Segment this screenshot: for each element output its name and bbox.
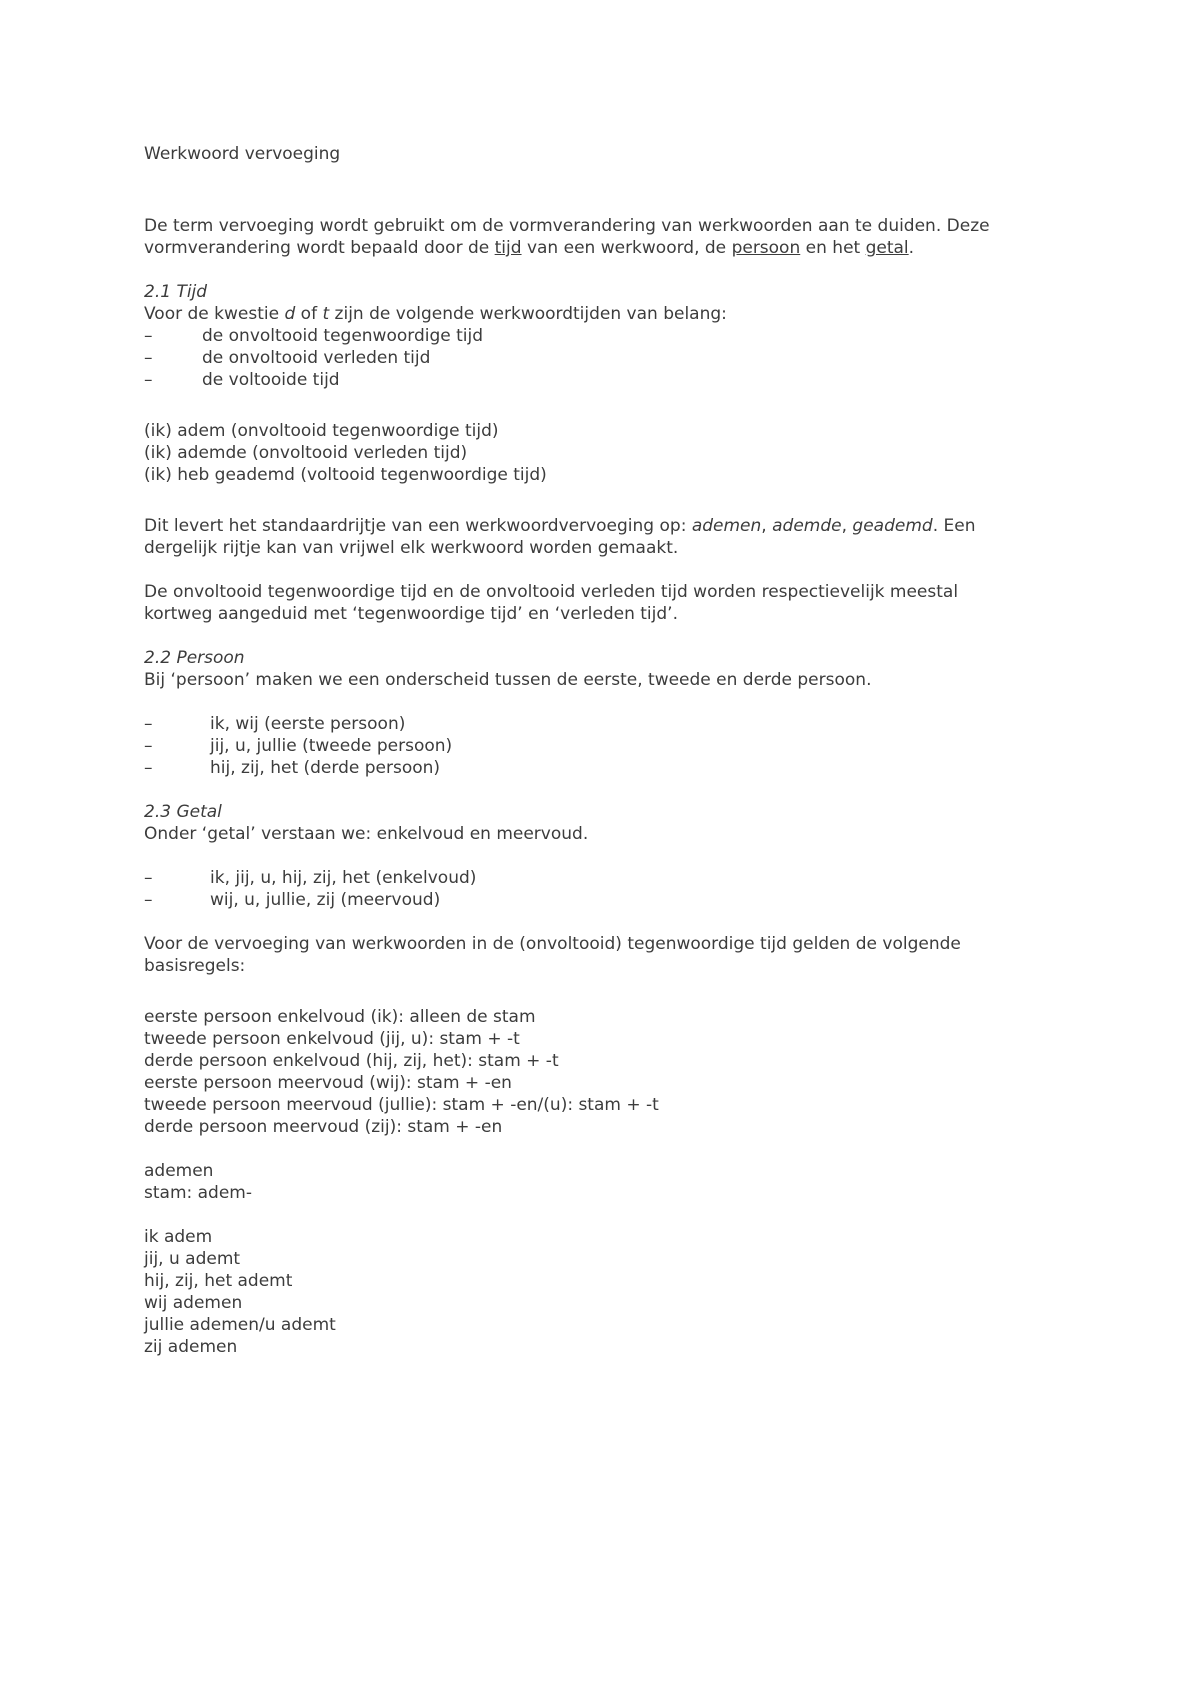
bullet-dash: – [144, 714, 153, 734]
conjugation-line: jullie ademen/u ademt [144, 1315, 336, 1335]
rule-line: derde persoon meervoud (zij): stam + -en [144, 1117, 503, 1137]
bullet-dash: – [144, 758, 153, 778]
list-item-text: ik, wij (eerste persoon) [210, 714, 406, 734]
conjugation-line: wij ademen [144, 1293, 243, 1313]
bullet-dash: – [144, 326, 153, 346]
example-stem: stam: adem- [144, 1183, 252, 1203]
conjugation-line: zij ademen [144, 1337, 238, 1357]
intro-text: van een werkwoord, de [521, 238, 732, 258]
term-persoon: persoon [731, 238, 801, 258]
intro-text: en het [800, 238, 866, 258]
example-line: (ik) ademde (onvoltooid verleden tijd) [144, 443, 468, 463]
intro-line-1: De term vervoeging wordt gebruikt om de vormverandering van werkwoorden aan te duiden. Deze [144, 216, 990, 236]
paragraph-line [144, 515, 975, 537]
paragraph-text: . Een [932, 516, 976, 536]
section-heading-getal: 2.3 Getal [144, 802, 222, 822]
rule-line: derde persoon enkelvoud (hij, zij, het): stam + -t [144, 1051, 559, 1071]
example-verb: ademen [144, 1161, 214, 1181]
intro-text: vormverandering wordt bepaald door de [144, 238, 495, 258]
list-item-text: hij, zij, het (derde persoon) [210, 758, 441, 778]
tijd-text: of [295, 304, 323, 324]
paragraph-text: , [841, 516, 853, 536]
rule-line: eerste persoon meervoud (wij): stam + -en [144, 1073, 512, 1093]
intro-text: . [908, 238, 915, 258]
getal-intro: Onder ‘getal’ verstaan we: enkelvoud en meervoud. [144, 824, 589, 844]
letter-t: t [322, 304, 330, 324]
paragraph-line: De onvoltooid tegenwoordige tijd en de onvoltooid verleden tijd worden respectievelijk meestal [144, 582, 959, 602]
paragraph-line: kortweg aangeduid met ‘tegenwoordige tijd’ en ‘verleden tijd’. [144, 604, 678, 624]
list-item-text: de voltooide tijd [202, 370, 340, 390]
document-title: Werkwoord vervoeging [144, 144, 341, 164]
term-getal: getal [865, 238, 909, 258]
tijd-text: Voor de kwestie [144, 304, 285, 324]
bullet-dash: – [144, 736, 153, 756]
letter-d: d [284, 304, 296, 324]
persoon-intro: Bij ‘persoon’ maken we een onderscheid tussen de eerste, tweede en derde persoon. [144, 670, 872, 690]
rule-line: tweede persoon meervoud (jullie): stam + -en/(u): stam + -t [144, 1095, 659, 1115]
intro-line-2 [144, 237, 914, 259]
rule-line: eerste persoon enkelvoud (ik): alleen de stam [144, 1007, 536, 1027]
list-item-text: de onvoltooid tegenwoordige tijd [202, 326, 484, 346]
tijd-text: zijn de volgende werkwoordtijden van belang: [329, 304, 727, 324]
section-heading-tijd: 2.1 Tijd [144, 282, 208, 302]
example-word: ademen [691, 516, 762, 536]
term-tijd: tijd [494, 238, 522, 258]
bullet-dash: – [144, 890, 153, 910]
paragraph-line: dergelijk rijtje kan van vrijwel elk werkwoord worden gemaakt. [144, 538, 679, 558]
section-heading-persoon: 2.2 Persoon [144, 648, 245, 668]
example-word: geademd [852, 516, 933, 536]
conjugation-line: ik adem [144, 1227, 213, 1247]
paragraph-text: Dit levert het standaardrijtje van een werkwoordvervoeging op: [144, 516, 692, 536]
bullet-dash: – [144, 868, 153, 888]
rules-intro-line-1: Voor de vervoeging van werkwoorden in de (onvoltooid) tegenwoordige tijd gelden de volgende [144, 934, 961, 954]
example-word: ademde [772, 516, 842, 536]
list-item-text: ik, jij, u, hij, zij, het (enkelvoud) [210, 868, 477, 888]
list-item-text: jij, u, jullie (tweede persoon) [210, 736, 453, 756]
rule-line: tweede persoon enkelvoud (jij, u): stam + -t [144, 1029, 520, 1049]
example-line: (ik) heb geademd (voltooid tegenwoordige tijd) [144, 465, 547, 485]
example-line: (ik) adem (onvoltooid tegenwoordige tijd) [144, 421, 499, 441]
paragraph-text: , [761, 516, 773, 536]
list-item-text: de onvoltooid verleden tijd [202, 348, 431, 368]
conjugation-line: hij, zij, het ademt [144, 1271, 293, 1291]
list-item-text: wij, u, jullie, zij (meervoud) [210, 890, 441, 910]
tijd-intro [144, 303, 727, 325]
conjugation-line: jij, u ademt [144, 1249, 241, 1269]
bullet-dash: – [144, 348, 153, 368]
rules-intro-line-2: basisregels: [144, 956, 246, 976]
bullet-dash: – [144, 370, 153, 390]
